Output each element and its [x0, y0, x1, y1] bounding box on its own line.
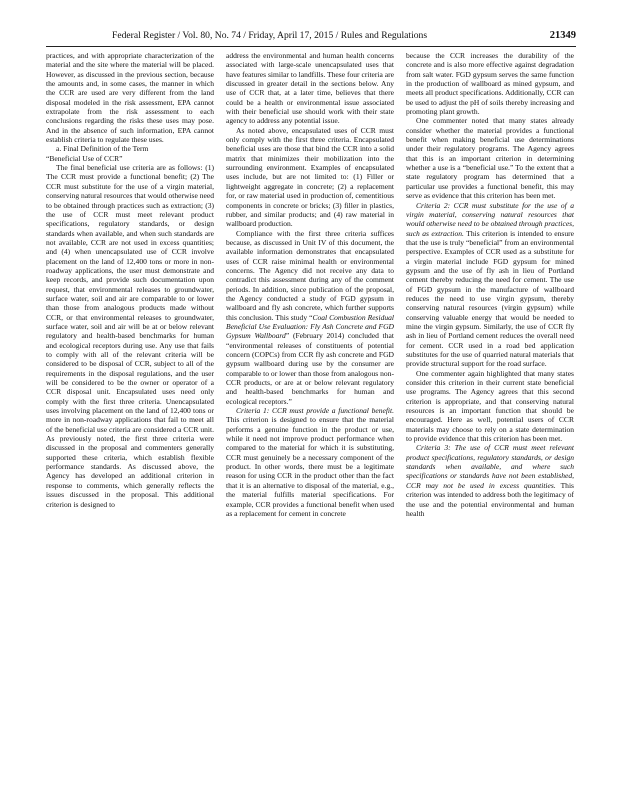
- paragraph: One commenter noted that many states already consider whether the material provides a functional benefit when making beneficial use determinations under their regulatory programs. The Agency agrees that this is an important criterion in determining whether a use is a “beneficial use.” To the extent that a state regulatory program has determined that a particular use provides a functional benefit, this may serve as evidence that this criterion has been met.: [406, 116, 574, 201]
- paragraph: [226, 406, 394, 518]
- paragraph-text: This criterion is designed to ensure that the material performs a genuine function in the product or use, while it need not improve product performance when compared to the material for which it is substituting, CCR must genuinely be a necessary component of the product. In other words, there must be a legitimate reason for using CCR in the product other than the fact that it is an alternative to disposal of the material, e.g., the material fulfills material specifications. For example, CCR provides a functional benefit when used as a replacement for cement in concrete: [226, 415, 394, 518]
- criterion-heading: Criteria 1: CCR must provide a functional benefit.: [236, 406, 394, 416]
- column-2: [226, 51, 394, 787]
- study-title: Coal Combustion Residual Beneficial Use Evaluation: Fly Ash Concrete and FGD Gypsum Wallboard: [226, 312, 394, 341]
- running-header: [46, 30, 576, 44]
- page-number: 21349: [549, 30, 576, 41]
- paragraph: [226, 229, 394, 407]
- section-heading: a. Final Definition of the Term: [56, 144, 149, 154]
- criterion-heading: Criteria 3: The use of CCR must meet relevant product specifications, regulatory standards, or design standards when available, and where such specifications or standards have not been established, CCR may not be used in excess quantities.: [406, 443, 574, 490]
- paragraph: because the CCR increases the durability of the concrete and is also more effective against degradation from salt water. FGD gypsum serves the same function in the production of wallboard as mined gypsum, and meets all product specifications. Additionally, CCR can be used to adjust the pH of soils thereby increasing and promoting plant growth.: [406, 51, 574, 117]
- column-1: [46, 51, 214, 787]
- paragraph-text: ” (February 2014) concluded that “environmental releases of constituents of potential concern (COPCs) from CCR fly ash concrete and FGD gypsum wallboard during use by the consumer are comparable to or lower than those from analogous non-CCR products, or are at or below relevant regulatory and health-based benchmarks for human and ecological receptors.”: [226, 331, 394, 406]
- paragraph: [406, 201, 574, 369]
- paragraph-text: This criterion is intended to ensure that the use is truly “beneficial” from an environmental perspective. Examples of CCR used as a substitute for a virgin material include FGD gypsum for mined gypsum and the use of fly ash in lieu of Portland cement thereby reducing the need for cement. The use of FGD gypsum in the manufacture of wallboard reduces the need to use virgin gypsum, thereby conserving natural resources (virgin gypsum) while conserving valuable energy that would be needed to mine the virgin gypsum. Similarly, the use of CCR fly ash in lieu of Portland cement reduces the overall need for cement. CCR used in a road bed application substitutes for the use of quarried natural materials that provide structural support for the road surface.: [406, 228, 574, 369]
- paragraph: [406, 443, 574, 518]
- paragraph: The final beneficial use criteria are as follows: (1) The CCR must provide a functional benefit; (2) The CCR must substitute for the use of a virgin material, conserving natural resources that would otherwise need to be obtained through practices such as extraction; (3) the use of CCR must meet relevant product specifications, regulatory standards, or design standards when available, and when such standards are not available, CCR are not used in excess quantities; and (4) when unencapsulated use of CCR involve placement on the land of 12,400 tons or more in non-roadway applications, the user must demonstrate and keep records, and provide such documentation upon request, that environmental releases to groundwater, surface water, soil and air are comparable to or lower than those from analogous products made without CCR, or that environmental releases to groundwater, surface water, soil and air will be at or below relevant regulatory and health-based benchmarks for human and ecological receptors during use. Any use that fails to comply with all of the relevant criteria will be considered to be disposal of CCR, subject to all of the requirements in the disposal regulations, and the user will be considered to be the owner or operator of a CCR disposal unit. Encapsulated uses need only comply with the first three criteria. Unencapsulated uses involving placement on the land of 12,400 tons or more in non-roadway applications that fail to meet all of the beneficial use criteria are considered a CCR unit. As previously noted, the first three criteria were discussed in the proposal and commenters generally supported these criteria, which establish flexible performance standards. As discussed above, the Agency has developed an additional criterion in response to comments, which generally reflects the issues discussed in the proposal. This additional criterion is designed to: [46, 163, 214, 509]
- paragraph-text: This criterion was intended to address both the legitimacy of the use and the potential environmental and human health: [406, 480, 574, 518]
- criterion-heading: Criteria 2: CCR must substitute for the use of a virgin material, conserving natural resources that would otherwise need to be obtained through practices, such as extraction.: [406, 200, 574, 238]
- running-title: Federal Register / Vol. 80, No. 74 / Friday, April 17, 2015 / Rules and Regulations: [112, 30, 428, 41]
- paragraph-text: Compliance with the first three criteria suffices because, as discussed in Unit IV of this document, the available information demonstrates that encapsulated uses of CCR raise minimal health or environmental concerns. The Agency did not receive any data to contradict this assessment during any of the comment periods. In addition, since publication of the proposal, the Agency conducted a study of FGD gypsum in wallboard and fly ash concrete, which further supports this conclusion. This study “: [226, 228, 394, 322]
- body-columns: [46, 51, 574, 787]
- paragraph: practices, and with appropriate characterization of the material and the site where the material will be placed. However, as discussed in the previous section, because the amounts and, in some cases, the manner in which the CCR are used are very different from the land disposal modeled in the risk assessment, EPA cannot extrapolate from the risk assessment to each conclusions regarding the risks these uses may pose. And in the absence of such information, EPA cannot establish criteria to regulate these uses.: [46, 51, 214, 145]
- column-3: [406, 51, 574, 787]
- paragraph: One commenter again highlighted that many states consider this criterion in their current state beneficial use programs. The Agency agrees that this second criterion is appropriate, and that conserving natural resources is an important function that should be encouraged. Here as well, potential users of CCR materials may choose to rely on a state determination to provide evidence that this criterion has been met.: [406, 368, 574, 444]
- section-heading-cont: “Beneficial Use of CCR”: [46, 153, 123, 163]
- paragraph: As noted above, encapsulated uses of CCR must only comply with the first three criteria. Encapsulated beneficial uses are those that bind the CCR into a solid matrix that minimizes their mobilization into the surrounding environment. Examples of encapsulated uses include, but are not limited to: (1) Filler or lightweight aggregate in concrete; (2) a replacement for, or raw material used in production of, cementitious components in concrete or bricks; (3) filler in plastics, rubber, and similar products; and (4) raw material in wallboard production.: [226, 125, 394, 229]
- header-rule: [46, 46, 576, 47]
- paragraph: address the environmental and human health concerns associated with large-scale unencapsulated uses that have features similar to landfills. These four criteria are discussed in greater detail in the sections below. Any use of CCR that, at a later time, believes that there could be a health or environmental issue associated with their beneficial use should work with their state agency to address any potential issue.: [226, 51, 394, 126]
